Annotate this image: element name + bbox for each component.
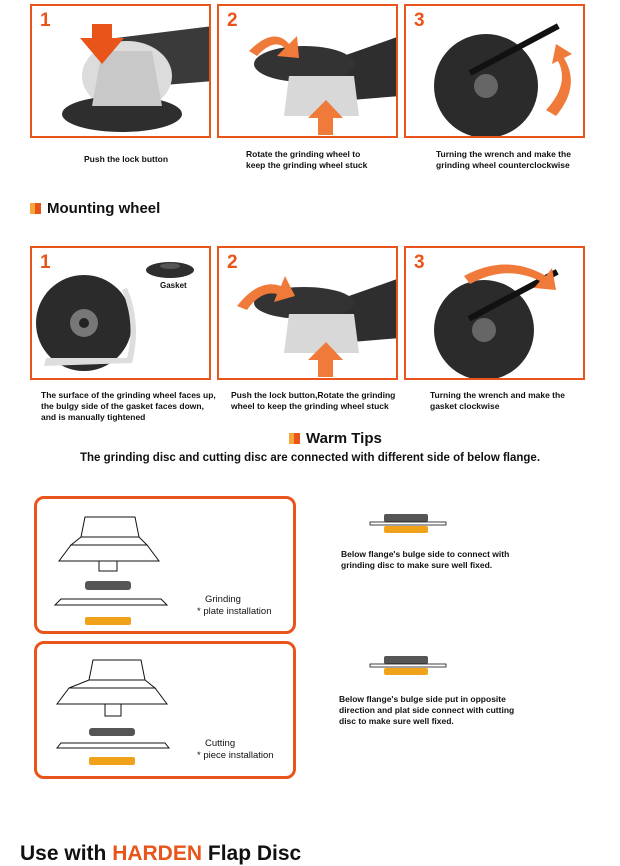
grinder-lock-button-illustration <box>32 6 211 138</box>
grinder-lock-rotate-illustration <box>219 248 398 380</box>
curved-arrow-icon <box>546 44 572 116</box>
gasket-label: Gasket <box>160 281 187 290</box>
grinding-installation-panel <box>34 496 296 634</box>
grinding-label-line2: * plate installation <box>197 606 272 617</box>
cutting-label-line1: Cutting <box>205 738 236 749</box>
grinding-label-line1: Grinding <box>205 594 241 605</box>
warm-tips-heading <box>289 430 382 447</box>
mounting-step-2-caption: Push the lock button,Rotate the grinding wheel to keep the grinding wheel stuck <box>231 390 396 411</box>
cutting-label-text: piece installation <box>203 750 274 761</box>
grinding-mini-flange <box>370 514 446 533</box>
step-number: 3 <box>414 10 425 31</box>
removal-step-1-panel <box>30 4 211 138</box>
mounting-step-1-panel <box>30 246 211 380</box>
mounting-step-1-caption: The surface of the grinding wheel faces up, the bulgy side of the gasket faces down, and is manually tightened <box>41 390 216 422</box>
warm-tips-title: Warm Tips <box>306 430 382 447</box>
footer-suffix: Flap Disc <box>202 842 302 865</box>
heading-marker-icon <box>289 433 300 444</box>
cutting-label-line2: * piece installation <box>197 750 274 761</box>
step-number: 2 <box>227 10 238 31</box>
heading-marker-icon <box>30 203 41 214</box>
footer-prefix: Use with <box>20 842 113 865</box>
mounting-step-3-caption: Turning the wrench and make the gasket clockwise <box>430 390 565 411</box>
step-number: 2 <box>227 252 238 273</box>
step-number: 3 <box>414 252 425 273</box>
wrench-clockwise-illustration <box>406 248 585 380</box>
grinding-note: Below flange's bulge side to connect with grinding disc to make sure well fixed. <box>341 549 510 570</box>
mounting-step-2-panel <box>217 246 398 380</box>
brand-name: HARDEN <box>112 842 203 865</box>
mounting-step-3-panel <box>404 246 585 380</box>
removal-step-3-panel <box>404 4 585 138</box>
mounting-wheel-title: Mounting wheel <box>47 200 161 217</box>
removal-step-2-caption: Rotate the grinding wheel to keep the grinding wheel stuck <box>246 149 368 170</box>
warm-tips-subtitle: The grinding disc and cutting disc are connected with different side of below flange. <box>79 452 541 464</box>
removal-step-1-caption: Push the lock button <box>84 154 169 164</box>
mounting-wheel-heading <box>30 200 160 217</box>
removal-step-3-caption: Turning the wrench and make the grinding wheel counterclockwise <box>436 149 571 170</box>
cutting-mini-flange <box>370 656 446 675</box>
step-number: 1 <box>40 10 51 31</box>
grinding-label-text: plate installation <box>203 606 272 617</box>
cutting-installation-panel <box>34 641 296 779</box>
footer-headline <box>20 842 301 866</box>
step-number: 1 <box>40 252 51 273</box>
removal-step-2-panel <box>217 4 398 138</box>
cutting-note: Below flange's bulge side put in opposite direction and plat side connect with cutting disc to make sure well fixed. <box>339 694 515 726</box>
wheel-gasket-illustration <box>32 248 211 380</box>
wrench-counterclockwise-illustration <box>406 6 585 138</box>
grinder-rotate-illustration <box>219 6 398 138</box>
